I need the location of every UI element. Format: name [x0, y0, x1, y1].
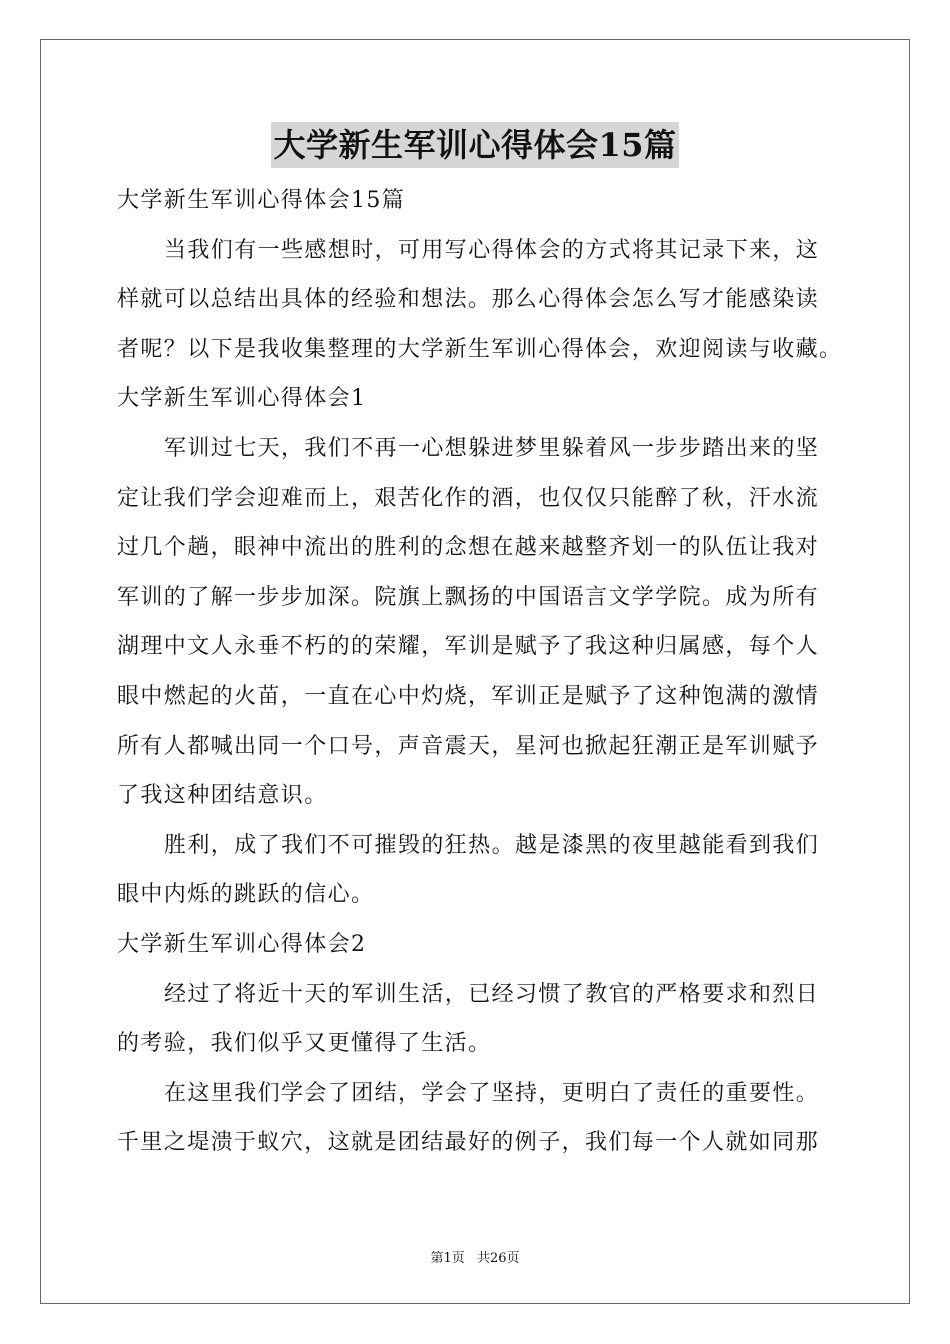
section-heading: 大学新生军训心得体会1	[117, 386, 367, 412]
paragraph-line: 军训的了解一步步加深。院旗上飘扬的中国语言文学学院。成为所有	[117, 584, 820, 610]
document-title: 大学新生军训心得体会15篇	[271, 122, 678, 168]
title-container	[0, 122, 950, 168]
section-heading: 大学新生军训心得体会2	[117, 931, 367, 957]
paragraph-line: 当我们有一些感想时，可用写心得体会的方式将其记录下来，这	[164, 237, 820, 263]
paragraph-line: 军训过七天，我们不再一心想躲进梦里躲着风一步步踏出来的坚	[164, 435, 820, 461]
page-number: 第1页	[430, 1251, 465, 1266]
paragraph-line: 眼中燃起的火苗，一直在心中灼烧，军训正是赋予了这种饱满的激情	[117, 683, 820, 709]
paragraph-line: 在这里我们学会了团结，学会了坚持，更明白了责任的重要性。	[164, 1080, 820, 1106]
page-footer	[0, 1247, 950, 1266]
paragraph-line: 千里之堤溃于蚁穴，这就是团结最好的例子，我们每一个人就如同那	[117, 1130, 820, 1156]
paragraph-line: 样就可以总结出具体的经验和想法。那么心得体会怎么写才能感染读	[117, 287, 820, 313]
paragraph-line: 定让我们学会迎难而上，艰苦化作的酒，也仅仅只能醉了秋，汗水流	[117, 485, 820, 511]
section-heading: 大学新生军训心得体会15篇	[117, 188, 406, 213]
document-body	[117, 176, 843, 1168]
paragraph-line: 经过了将近十天的军训生活，已经习惯了教官的严格要求和烈日	[164, 981, 820, 1007]
page-total: 共26页	[476, 1251, 520, 1266]
paragraph-line: 湖理中文人永垂不朽的的荣耀，军训是赋予了我这种归属感，每个人	[117, 634, 820, 660]
paragraph-line: 胜利，成了我们不可摧毁的狂热。越是漆黑的夜里越能看到我们	[164, 832, 820, 858]
paragraph-line: 者呢？以下是我收集整理的大学新生军训心得体会，欢迎阅读与收藏。	[117, 336, 843, 362]
paragraph-line: 过几个趟，眼神中流出的胜利的念想在越来越整齐划一的队伍让我对	[117, 535, 820, 561]
paragraph-line: 所有人都喊出同一个口号，声音震天，星河也掀起狂潮正是军训赋予	[117, 733, 820, 759]
paragraph-line: 的考验，我们似乎又更懂得了生活。	[117, 1031, 492, 1057]
paragraph-line: 了我这种团结意识。	[117, 783, 328, 809]
paragraph-line: 眼中内烁的跳跃的信心。	[117, 882, 375, 908]
